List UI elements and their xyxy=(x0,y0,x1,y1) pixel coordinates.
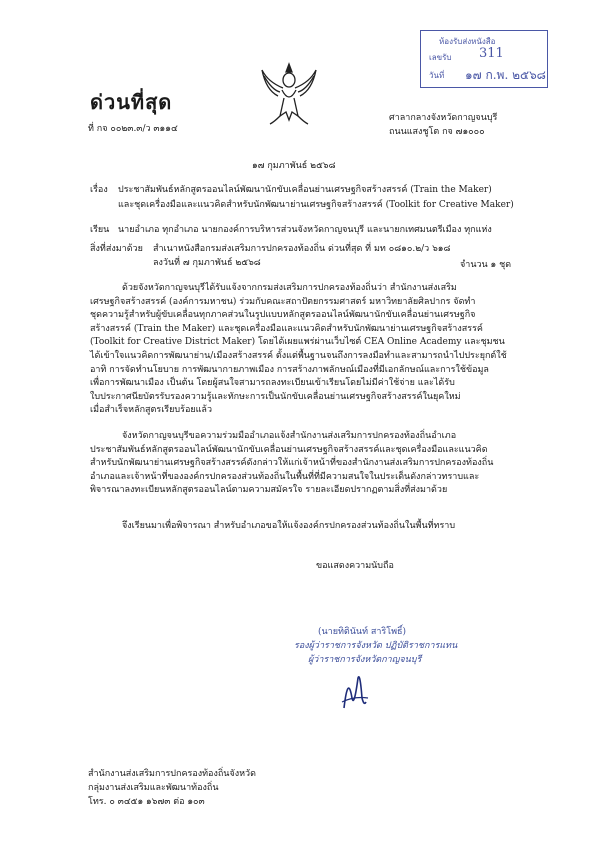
body-line: ชุดความรู้สำหรับผู้ขับเคลื่อนทุกภาคส่วนในรูปแบบหลักสูตรออนไลน์พัฒนานักขับเคลื่อนย่านเศรษฐกิจ xyxy=(90,310,476,321)
body-line: จังหวัดกาญจนบุรีขอความร่วมมืออำเภอแจ้งสำนักงานส่งเสริมการปกครองท้องถิ่นอำเภอ xyxy=(122,431,457,441)
body-line: อำเภอและเจ้าหน้าที่ขององค์กรปกครองส่วนท้องถิ่นในพื้นที่ที่มีความสนใจในประเด็นดังกล่าวทราบและ xyxy=(90,471,480,482)
document-number: ที่ กจ ๐๐๒๓.๓/ว ๓๑๑๔ xyxy=(88,124,178,134)
subject-line2: และชุดเครื่องมือและแนวคิดสำหรับนักพัฒนาย่านเศรษฐกิจสร้างสรรค์ (Toolkit for Creative Maker) xyxy=(118,200,514,210)
document-date: ๑๗ กุมภาพันธ์ ๒๕๖๘ xyxy=(252,161,336,171)
body-line: เพื่อการพัฒนาเมือง เป็นต้น โดยผู้สนใจสามารถลงทะเบียนเข้าเรียนโดยไม่มีค่าใช้จ่าย และได้รับ xyxy=(90,378,455,389)
signatory-name: (นายทิตินันท์ สาริโพธิ์) xyxy=(318,627,407,637)
footer-line2: กลุ่มงานส่งเสริมและพัฒนาท้องถิ่น xyxy=(88,783,219,793)
body-paragraph-1 xyxy=(90,282,530,418)
enclosure-label: สิ่งที่ส่งมาด้วย xyxy=(90,244,143,254)
enclosure-line2: ลงวันที่ ๗ กุมภาพันธ์ ๒๕๖๘ xyxy=(153,258,261,268)
urgency-label: ด่วนที่สุด xyxy=(90,90,173,114)
body-paragraph-2 xyxy=(90,430,530,498)
body-line: (Toolkit for Creative District Maker) โดยได้เผยแพร่ผ่านเว็บไซต์ CEA Online Academy และชุมชน xyxy=(90,337,505,348)
subject-label: เรื่อง xyxy=(90,185,108,195)
recipient-text: นายอำเภอ ทุกอำเภอ นายกองค์การบริหารส่วนจังหวัดกาญจนบุรี และนายกเทศมนตรีเมือง ทุกแห่ง xyxy=(118,225,492,235)
body-line: เศรษฐกิจสร้างสรรค์ (องค์การมหาชน) ร่วมกับคณะสถาปัตยกรรมศาสตร์ มหาวิทยาลัยศิลปากร จัดทำ xyxy=(90,296,476,307)
body-line: สำหรับนักพัฒนาย่านเศรษฐกิจสร้างสรรค์ดังกล่าวให้แก่เจ้าหน้าที่ของสำนักงานส่งเสริมการปกครองท้องถิ่น xyxy=(90,458,494,469)
body-line: ใบประกาศนียบัตรรับรองความรู้และทักษะการเป็นนักขับเคลื่อนย่านเศรษฐกิจสร้างสรรค์ในยุคใหม่ xyxy=(90,391,461,402)
signatory-position2: ผู้ว่าราชการจังหวัดกาญจนบุรี xyxy=(308,655,422,665)
body-paragraph-3: จึงเรียนมาเพื่อพิจารณา สำหรับอำเภอขอให้แจ้งองค์กรปกครองส่วนท้องถิ่นในพื้นที่ทราบ xyxy=(122,521,456,531)
stamp-recv-label: เลขรับ xyxy=(429,53,452,62)
stamp-date: ๑๗ ก.พ. ๒๕๖๘ xyxy=(465,68,546,82)
stamp-date-label: วันที่ xyxy=(429,71,445,80)
body-line: ประชาสัมพันธ์หลักสูตรออนไลน์พัฒนานักขับเคลื่อนย่านเศรษฐกิจสร้างสรรค์และชุดเครื่องมือและแนวคิด xyxy=(90,444,488,455)
signature-icon xyxy=(338,668,370,714)
stamp-office: ห้องรับส่งหนังสือ xyxy=(439,37,496,46)
sender-address-line2: ถนนแสงชูโต กจ ๗๑๐๐๐ xyxy=(389,127,485,137)
enclosure-line1: สำเนาหนังสือกรมส่งเสริมการปกครองท้องถิ่น ด่วนที่สุด ที่ มท ๐๘๑๐.๒/ว ๖๑๘ xyxy=(153,244,451,254)
body-line: ได้เข้าใจแนวคิดการพัฒนาย่าน/เมืองสร้างสรรค์ ตั้งแต่พื้นฐานจนถึงการลงมือทำและสามารถนำไปประยุกต์ใช้ xyxy=(90,350,507,361)
signatory-position1: รองผู้ว่าราชการจังหวัด ปฏิบัติราชการแทน xyxy=(294,641,458,651)
footer-line3: โทร. ๐ ๓๔๕๑ ๑๖๗๓ ต่อ ๑๐๓ xyxy=(88,797,205,807)
body-line: สร้างสรรค์ (Train the Maker) และชุดเครื่องมือและแนวคิดสำหรับนักพัฒนาย่านเศรษฐกิจสร้างสรรค์ xyxy=(90,323,483,334)
sender-address-line1: ศาลากลางจังหวัดกาญจนบุรี xyxy=(389,113,498,123)
closing-text: ขอแสดงความนับถือ xyxy=(316,561,394,571)
body-line: เมื่อสำเร็จหลักสูตรเรียบร้อยแล้ว xyxy=(90,405,212,416)
body-line: อาทิ การจัดทำนโยบาย การพัฒนากายภาพเมือง การสร้างภาพลักษณ์เมืองที่มีเอกลักษณ์และการใช้ข้อมูล xyxy=(90,364,489,375)
body-line: ด้วยจังหวัดกาญจนบุรีได้รับแจ้งจากกรมส่งเสริมการปกครองท้องถิ่นว่า สำนักงานส่งเสริม xyxy=(122,283,457,293)
footer-line1: สำนักงานส่งเสริมการปกครองท้องถิ่นจังหวัด xyxy=(88,769,256,779)
enclosure-count: จำนวน ๑ ชุด xyxy=(460,260,512,270)
stamp-recv-no: 311 xyxy=(479,46,504,61)
body-line: พิจารณาลงทะเบียนหลักสูตรออนไลน์ตามความสมัครใจ รายละเอียดปรากฏตามสิ่งที่ส่งมาด้วย xyxy=(90,485,448,496)
receiving-stamp xyxy=(420,30,548,88)
recipient-label: เรียน xyxy=(90,225,110,235)
subject-line1: ประชาสัมพันธ์หลักสูตรออนไลน์พัฒนานักขับเคลื่อนย่านเศรษฐกิจสร้างสรรค์ (Train the Maker) xyxy=(118,185,492,195)
garuda-emblem-icon xyxy=(258,60,320,128)
